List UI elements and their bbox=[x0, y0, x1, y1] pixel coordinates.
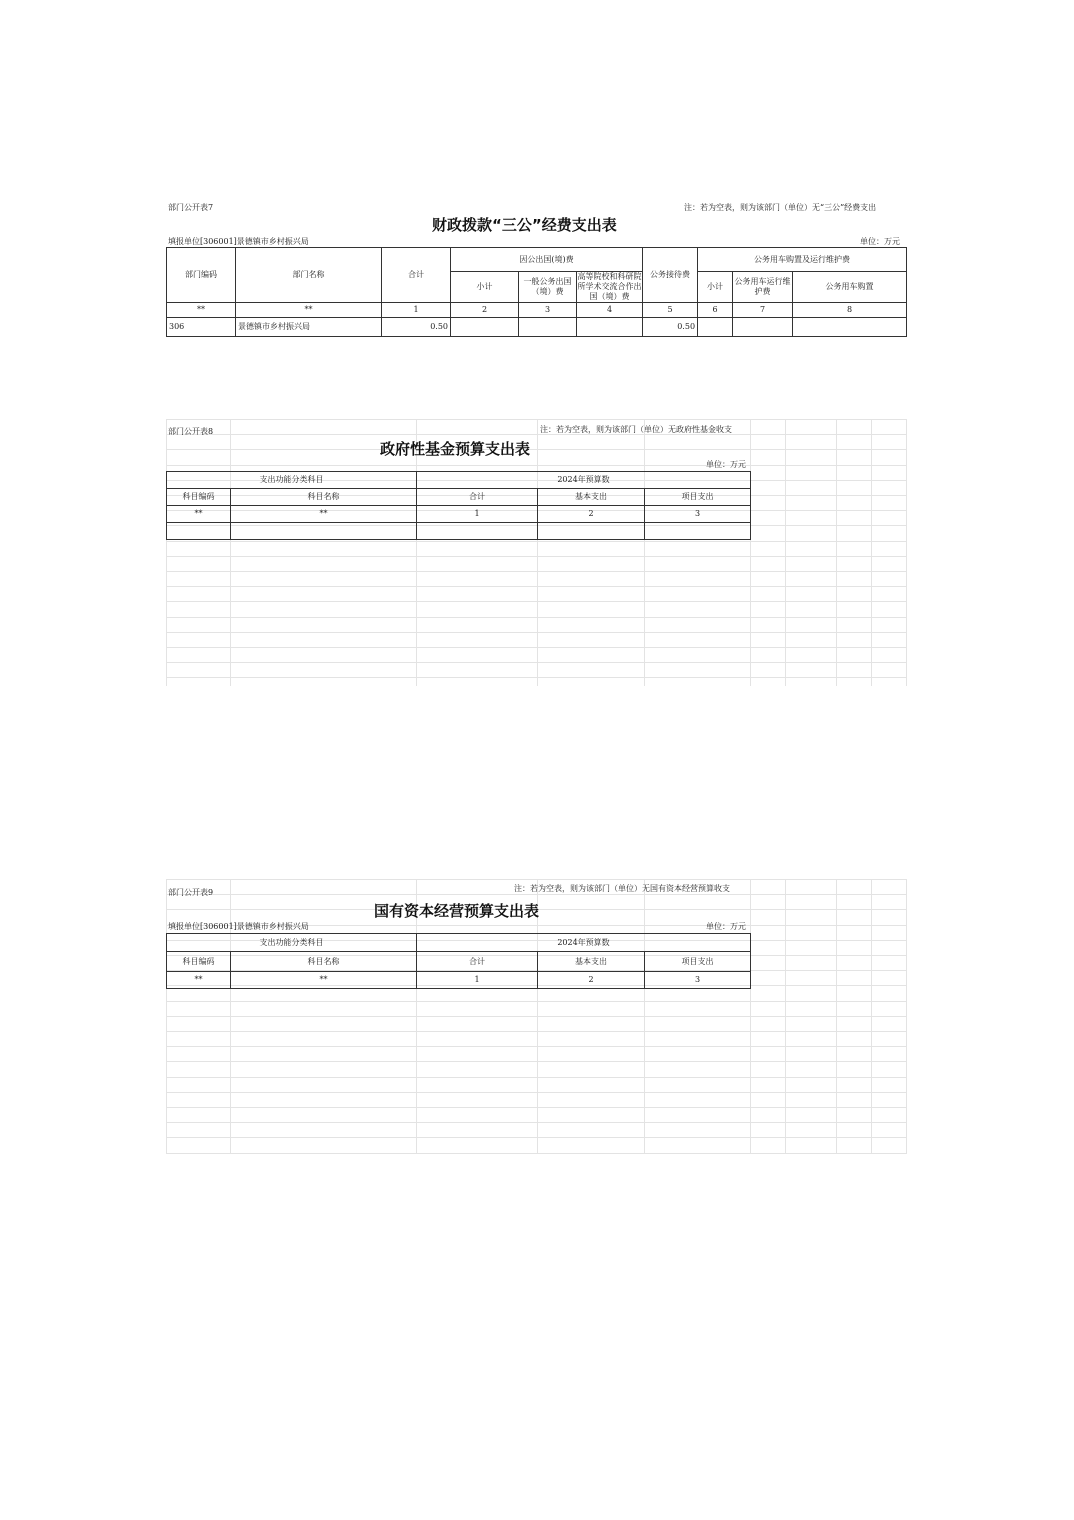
t9-idx-cell: ** bbox=[231, 972, 417, 989]
gridline bbox=[836, 419, 837, 686]
t8-label: 部门公开表8 bbox=[168, 427, 214, 436]
t7-h-vehicle: 公务用车购置及运行维护费 bbox=[698, 248, 907, 272]
gridline bbox=[166, 601, 906, 602]
t7-unit: 单位：万元 bbox=[860, 237, 900, 246]
gridline bbox=[785, 419, 786, 686]
t7-idx-cell: 5 bbox=[643, 303, 698, 318]
t9-col-name: 科目名称 bbox=[231, 952, 417, 972]
t7-idx-cell: 4 bbox=[577, 303, 643, 318]
t7-cell-reception: 0.50 bbox=[643, 318, 698, 337]
t8-col-total: 合计 bbox=[417, 489, 538, 506]
t7-h-vehicle-buy: 公务用车购置 bbox=[793, 272, 907, 303]
gridline bbox=[166, 879, 167, 1154]
gridline bbox=[750, 879, 751, 1154]
t7-h-total: 合计 bbox=[382, 248, 451, 303]
t9-col-basic: 基本支出 bbox=[538, 952, 645, 972]
gridline bbox=[166, 1061, 906, 1062]
gridline bbox=[230, 419, 231, 686]
gridline bbox=[166, 632, 906, 633]
table-row bbox=[167, 318, 907, 337]
gridline bbox=[166, 586, 906, 587]
t9-col-project: 项目支出 bbox=[645, 952, 751, 972]
t7-h-vehicle-sub: 小计 bbox=[698, 272, 733, 303]
t8-idx-cell: 3 bbox=[645, 506, 751, 523]
t7-h-abroad-general: 一般公务出国（境）费 bbox=[519, 272, 577, 303]
t7-table bbox=[166, 247, 907, 337]
t9-unit-info: 填报单位[306001]景德镇市乡村振兴局 bbox=[168, 922, 309, 931]
t9-group-right: 2024年预算数 bbox=[417, 934, 751, 952]
gridline bbox=[166, 647, 906, 648]
t8-empty-cell bbox=[417, 523, 538, 540]
gridline bbox=[166, 556, 906, 557]
t7-cell bbox=[519, 318, 577, 337]
gridline bbox=[537, 419, 538, 686]
t8-group-left: 支出功能分类科目 bbox=[167, 472, 417, 489]
t9-title: 国有资本经营预算支出表 bbox=[374, 902, 540, 920]
t7-idx-cell: 2 bbox=[451, 303, 519, 318]
gridline bbox=[166, 465, 906, 466]
t7-h-abroad: 因公出国(境)费 bbox=[451, 248, 643, 272]
t7-title: 财政拨款“三公”经费支出表 bbox=[432, 216, 617, 234]
t9-idx-cell: 3 bbox=[645, 972, 751, 989]
t7-idx-cell: 1 bbox=[382, 303, 451, 318]
t8-idx-cell: ** bbox=[167, 506, 231, 523]
gridline bbox=[785, 879, 786, 1154]
gridline bbox=[166, 1001, 906, 1002]
gridline bbox=[166, 1077, 906, 1078]
t7-cell-code: 306 bbox=[167, 318, 236, 337]
t8-col-code: 科目编码 bbox=[167, 489, 231, 506]
t8-index-row bbox=[167, 506, 751, 523]
t7-index-row bbox=[167, 303, 907, 318]
t9-note: 注：若为空表，则为该部门（单位）无国有资本经营预算收支 bbox=[514, 884, 730, 893]
t7-cell-name: 景德镇市乡村振兴局 bbox=[236, 318, 382, 337]
gridline bbox=[166, 449, 906, 450]
gridline bbox=[906, 879, 907, 1154]
gridline bbox=[836, 879, 837, 1154]
gridline bbox=[166, 1092, 906, 1093]
gridline bbox=[644, 879, 645, 1154]
t7-cell bbox=[577, 318, 643, 337]
gridline bbox=[166, 677, 906, 678]
gridline bbox=[166, 434, 906, 435]
t7-h-dept-code: 部门编码 bbox=[167, 248, 236, 303]
t7-h-abroad-sub: 小计 bbox=[451, 272, 519, 303]
gridline bbox=[416, 419, 417, 686]
t9-table bbox=[166, 933, 751, 989]
gridline bbox=[166, 1107, 906, 1108]
table-row bbox=[167, 523, 751, 540]
t8-col-basic: 基本支出 bbox=[538, 489, 645, 506]
t7-cell bbox=[733, 318, 793, 337]
gridline bbox=[166, 1153, 906, 1154]
gridline bbox=[871, 419, 872, 686]
t9-col-code: 科目编码 bbox=[167, 952, 231, 972]
t8-empty-cell bbox=[538, 523, 645, 540]
t7-note: 注：若为空表，则为该部门（单位）无“三公”经费支出 bbox=[684, 203, 877, 212]
t8-empty-cell bbox=[645, 523, 751, 540]
t9-idx-cell: ** bbox=[167, 972, 231, 989]
gridline bbox=[166, 1016, 906, 1017]
t8-col-project: 项目支出 bbox=[645, 489, 751, 506]
t7-unit-info: 填报单位[306001]景德镇市乡村振兴局 bbox=[168, 237, 309, 246]
gridline bbox=[166, 1031, 906, 1032]
gridline bbox=[166, 571, 906, 572]
t7-idx-cell: 6 bbox=[698, 303, 733, 318]
t7-cell-total: 0.50 bbox=[382, 318, 451, 337]
t7-idx-cell: 7 bbox=[733, 303, 793, 318]
t8-col-name: 科目名称 bbox=[231, 489, 417, 506]
gridline bbox=[166, 1046, 906, 1047]
t8-group-right: 2024年预算数 bbox=[417, 472, 751, 489]
t9-group-left: 支出功能分类科目 bbox=[167, 934, 417, 952]
t8-note: 注：若为空表，则为该部门（单位）无政府性基金收支 bbox=[540, 425, 732, 434]
t9-label: 部门公开表9 bbox=[168, 888, 214, 897]
gridline bbox=[166, 894, 906, 895]
gridline bbox=[166, 1122, 906, 1123]
t8-idx-cell: 1 bbox=[417, 506, 538, 523]
gridline bbox=[166, 879, 906, 880]
gridline bbox=[644, 419, 645, 686]
gridline bbox=[166, 541, 906, 542]
t7-cell bbox=[698, 318, 733, 337]
t9-idx-cell: 1 bbox=[417, 972, 538, 989]
t8-table bbox=[166, 471, 751, 540]
t7-cell bbox=[451, 318, 519, 337]
t7-label: 部门公开表7 bbox=[168, 203, 214, 212]
t9-col-total: 合计 bbox=[417, 952, 538, 972]
t8-idx-cell: ** bbox=[231, 506, 417, 523]
t7-h-vehicle-run: 公务用车运行维护费 bbox=[733, 272, 793, 303]
gridline bbox=[166, 419, 167, 686]
t9-idx-cell: 2 bbox=[538, 972, 645, 989]
t7-idx-cell: ** bbox=[236, 303, 382, 318]
gridline bbox=[166, 1137, 906, 1138]
gridline bbox=[166, 419, 906, 420]
t7-idx-cell: ** bbox=[167, 303, 236, 318]
t8-idx-cell: 2 bbox=[538, 506, 645, 523]
t7-h-reception: 公务接待费 bbox=[643, 248, 698, 303]
t9-index-row bbox=[167, 972, 751, 989]
gridline bbox=[871, 879, 872, 1154]
t8-unit: 单位：万元 bbox=[706, 460, 746, 469]
t8-empty-cell bbox=[231, 523, 417, 540]
t9-unit: 单位：万元 bbox=[706, 922, 746, 931]
t7-h-abroad-academic: 高等院校和科研院所学术交流合作出国（境）费 bbox=[577, 272, 642, 301]
gridline bbox=[166, 617, 906, 618]
t7-cell bbox=[793, 318, 907, 337]
t7-idx-cell: 3 bbox=[519, 303, 577, 318]
t7-idx-cell: 8 bbox=[793, 303, 907, 318]
t7-h-dept-name: 部门名称 bbox=[236, 248, 382, 303]
t8-title: 政府性基金预算支出表 bbox=[380, 440, 531, 458]
gridline bbox=[906, 419, 907, 686]
t8-empty-cell bbox=[167, 523, 231, 540]
gridline bbox=[166, 662, 906, 663]
gridline bbox=[750, 419, 751, 686]
